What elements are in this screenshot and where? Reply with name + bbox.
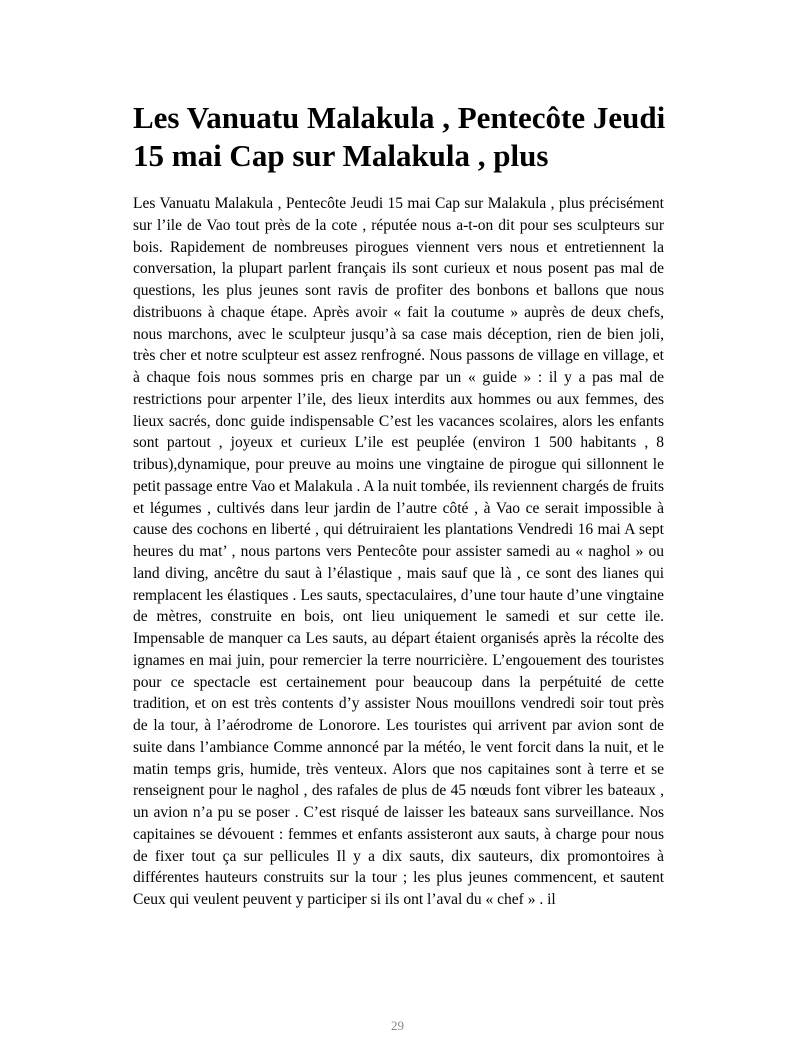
page-title: Les Vanuatu Malakula , Pentecôte Jeudi 15 mai Cap sur Malakula , plus bbox=[133, 100, 666, 173]
body-paragraph: Les Vanuatu Malakula , Pentecôte Jeudi 15 mai Cap sur Malakula , plus précisément sur l’ile de Vao tout près de la cote , réputée nous a-t-on dit pour ses sculpteurs sur bois. Rapidement de nombreuses pirogues viennent vers nous et entretiennent la conversation, la plupart parlent français ils sont curieux et nous posent pas mal de questions, les plus jeunes sont ravis de profiter des bonbons et ballons que nous distribuons à chaque étape. Après avoir « fait la coutume » auprès de deux chefs, nous marchons, avec le sculpteur jusqu’à sa case mais déception, rien de bien joli, très cher et notre sculpteur est assez renfrogné. Nous passons de village en village, et à chaque fois nous sommes pris en charge par un « guide » : il y a pas mal de restrictions pour arpenter l’ile, des lieux interdits aux hommes ou aux femmes, des lieux sacrés, donc guide indispensable C’est les vacances scolaires, alors les enfants sont partout , joyeux et curieux L’ile est peuplée (environ 1 500 habitants , 8 tribus),dynamique, pour preuve au moins une vingtaine de pirogue qui sillonnent le petit passage entre Vao et Malakula . A la nuit tombée, ils reviennent chargés de fruits et légumes , cultivés dans leur jardin de l’autre côté , à Vao ce serait impossible à cause des cochons en liberté , qui détruiraient les plantations Vendredi 16 mai A sept heures du mat’ , nous partons vers Pentecôte pour assister samedi au « naghol » ou land diving, ancêtre du saut à l’élastique , mais sauf que là , ce sont des lianes qui remplacent les élastiques . Les sauts, spectaculaires, d’une tour haute d’une vingtaine de mètres, construite en bois, ont lieu uniquement le samedi et sur cette ile. Impensable de manquer ca Les sauts, au départ étaient organisés après la récolte des ignames en mai juin, pour remercier la terre nourricière. L’engouement des touristes pour ce spectacle est certainement pour beaucoup dans la perpétuité de cette tradition, et on est très contents d’y assister Nous mouillons vendredi soir tout près de la tour, à l’aérodrome de Lonorore. Les touristes qui arrivent par avion sont de suite dans l’ambiance Comme annoncé par la météo, le vent forcit dans la nuit, et le matin temps gris, humide, très venteux. Alors que nos capitaines sont à terre et se renseignent pour le naghol , des rafales de plus de 45 nœuds font vibrer les bateaux , un avion n’a pu se poser . C’est risqué de laisser les bateaux sans surveillance. Nos capitaines se dévouent : femmes et enfants assisteront aux sauts, à charge pour nous de fixer tout ça sur pellicules Il y a dix sauts, dix sauteurs, dix promontoires à différentes hauteurs construits sur la tour ; les plus jeunes commencent, et sautent Ceux qui veulent peuvent y participer si ils ont l’aval du « chef » . il bbox=[133, 195, 665, 908]
page-number: 29 bbox=[391, 1018, 404, 1033]
